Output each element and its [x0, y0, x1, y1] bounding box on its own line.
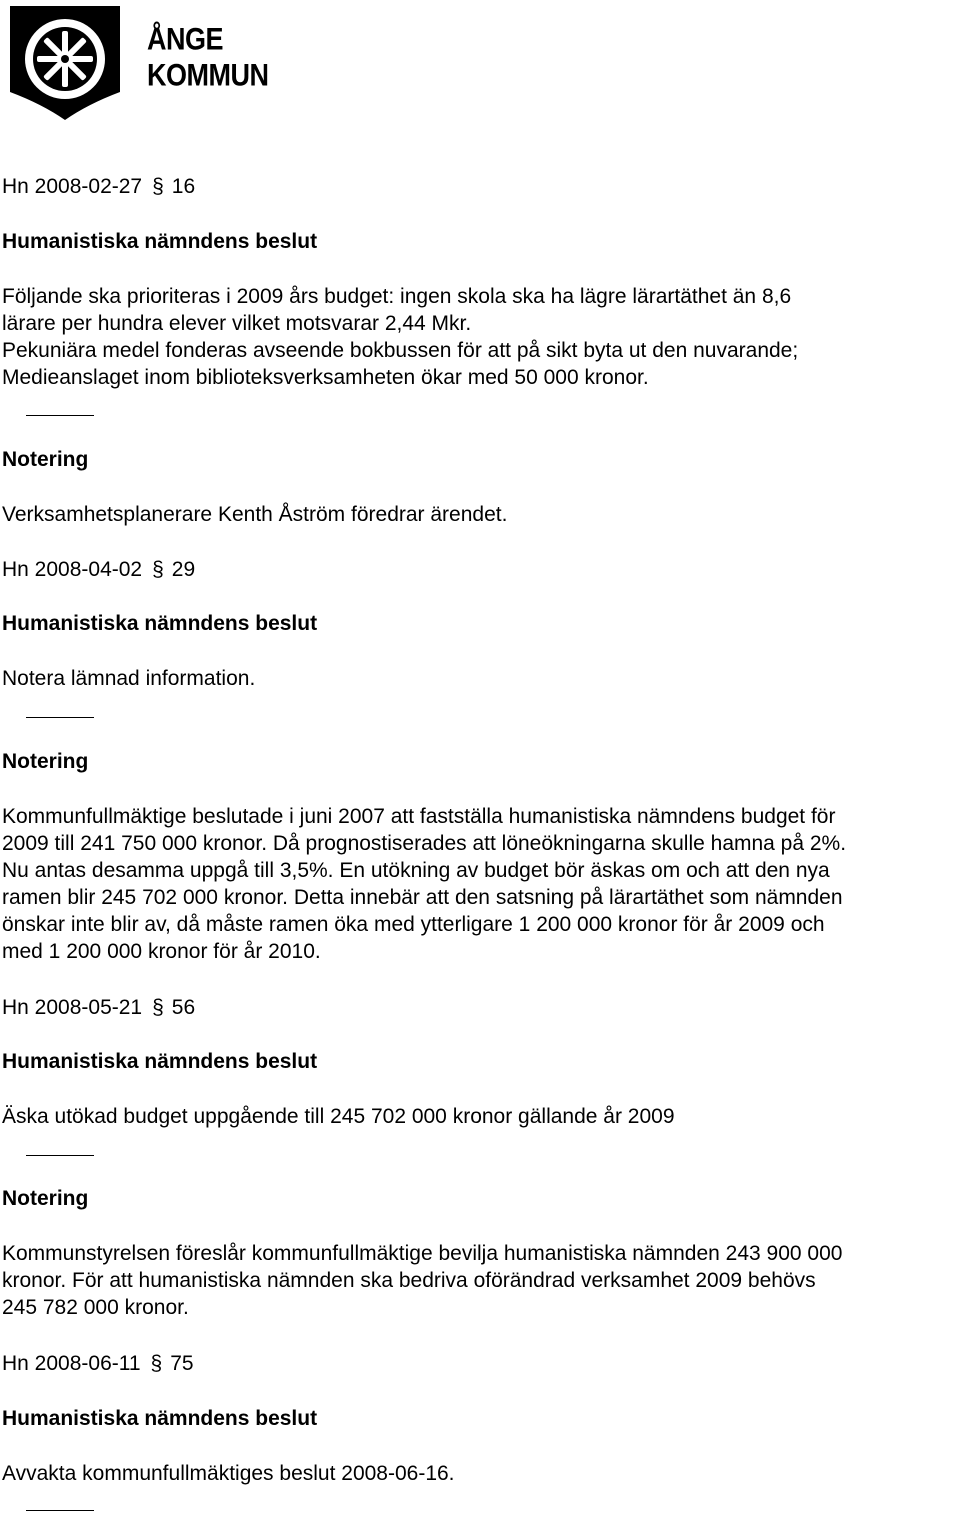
reference-date: Hn 2008-02-27 [2, 175, 143, 198]
decision-text-line: Pekuniära medel fonderas avseende bokbussen för att på sikt byta ut den nuvarande; [2, 339, 799, 362]
wheel-emblem-icon [8, 4, 122, 122]
paragraph-symbol: § [150, 1352, 163, 1375]
separator-line [26, 717, 94, 718]
decision-text-line: Notera lämnad information. [2, 667, 256, 690]
decision-heading: Humanistiska nämndens beslut [2, 1407, 318, 1430]
note-text-line: 245 782 000 kronor. [2, 1296, 189, 1319]
decision-text-line: Följande ska prioriteras i 2009 års budget: ingen skola ska ha lägre lärartäthet än 8,6 [2, 285, 792, 308]
decision-text-line: lärare per hundra elever vilket motsvarar 2,44 Mkr. [2, 312, 472, 335]
section-reference [2, 1350, 194, 1377]
separator-line [26, 1155, 94, 1156]
reference-date: Hn 2008-05-21 [2, 996, 143, 1019]
note-text-line: Nu antas desamma uppgå till 3,5%. En utökning av budget bör äskas om och att den nya [2, 859, 830, 882]
paragraph-symbol: § [152, 175, 164, 198]
logo-text-line1: ÅNGE [147, 22, 224, 57]
decision-heading: Humanistiska nämndens beslut [2, 612, 318, 635]
section-reference [2, 173, 195, 200]
note-text-line: Kommunfullmäktige beslutade i juni 2007 att fastställa humanistiska nämndens budget för [2, 805, 836, 828]
decision-text-line: Äska utökad budget uppgående till 245 702 000 kronor gällande år 2009 [2, 1105, 675, 1128]
note-text-line: med 1 200 000 kronor för år 2010. [2, 940, 321, 963]
note-heading: Notering [2, 448, 89, 471]
separator-line [26, 415, 94, 416]
reference-date: Hn 2008-06-11 [2, 1352, 141, 1375]
note-heading: Notering [2, 750, 89, 773]
paragraph-symbol: § [152, 558, 164, 581]
note-text-line: 2009 till 241 750 000 kronor. Då prognostiserades att löneökningarna skulle hamna på 2%. [2, 832, 847, 855]
decision-text-line: Medieanslaget inom biblioteksverksamheten ökar med 50 000 kronor. [2, 366, 649, 389]
note-text-line: önskar inte blir av, då måste ramen öka med ytterligare 1 200 000 kronor för år 2009 och [2, 913, 825, 936]
separator-line [26, 1510, 94, 1511]
decision-text-line: Avvakta kommunfullmäktiges beslut 2008-06-16. [2, 1462, 455, 1485]
note-heading: Notering [2, 1187, 89, 1210]
paragraph-symbol: § [152, 996, 164, 1019]
decision-heading: Humanistiska nämndens beslut [2, 230, 318, 253]
section-reference [2, 994, 195, 1021]
note-text-line: kronor. För att humanistiska nämnden ska bedriva oförändrad verksamhet 2009 behövs [2, 1269, 816, 1292]
paragraph-number: 75 [170, 1352, 194, 1375]
decision-heading: Humanistiska nämndens beslut [2, 1050, 318, 1073]
paragraph-number: 56 [171, 996, 196, 1019]
note-text-line: ramen blir 245 702 000 kronor. Detta innebär att den satsning på lärartäthet som nämnden [2, 886, 843, 909]
logo-text-line2: KOMMUN [147, 58, 269, 93]
section-reference [2, 556, 195, 583]
paragraph-number: 16 [171, 175, 196, 198]
reference-date: Hn 2008-04-02 [2, 558, 143, 581]
note-text-line: Verksamhetsplanerare Kenth Åström föredrar ärendet. [2, 503, 508, 526]
paragraph-number: 29 [171, 558, 196, 581]
note-text-line: Kommunstyrelsen föreslår kommunfullmäktige bevilja humanistiska nämnden 243 900 000 [2, 1242, 843, 1265]
